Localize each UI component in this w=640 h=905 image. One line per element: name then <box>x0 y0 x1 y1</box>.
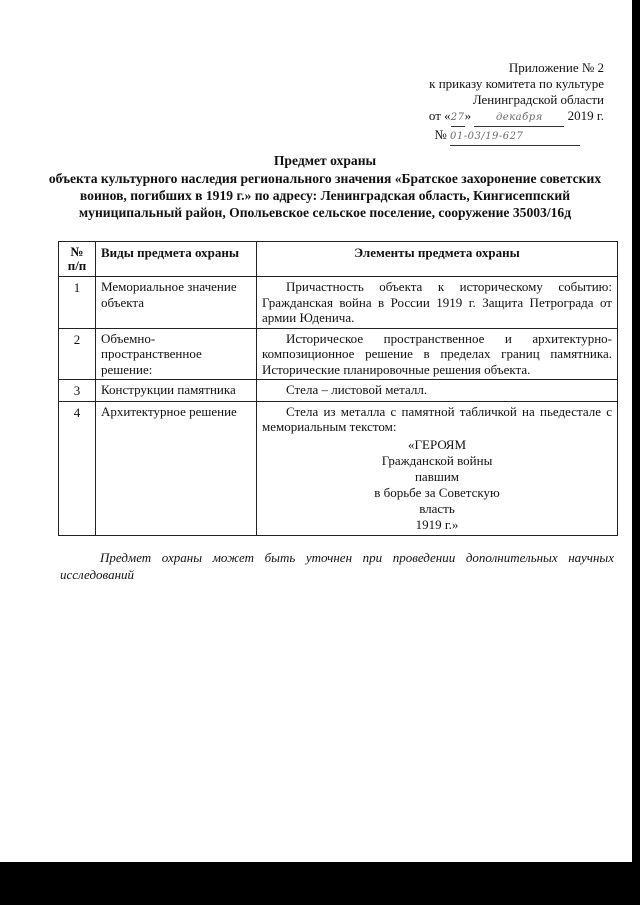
row-elements: Историческое пространственное и архитектурно-композиционное решение в пределах границ памятника. Исторические планировочные решения объекта. <box>257 328 618 380</box>
row-elements: Стела – листовой металл. <box>257 380 618 402</box>
appendix-order-line: к приказу комитета по культуре <box>429 76 604 91</box>
appendix-header <box>429 60 604 146</box>
row-number: 3 <box>59 380 96 402</box>
memorial-inscription <box>262 437 612 533</box>
row-elements: Причастность объекта к историческому событию: Гражданская война в России 1919 г. Защита Петрограда от армии Юденича. <box>257 277 618 329</box>
inscription-line: Гражданской войны <box>381 452 493 468</box>
heading-subtitle: объекта культурного наследия регионального значения «Братское захоронение советских воинов, погибших в 1919 г.» по адресу: Ленинградская область, Кингисеппский муниципальный район, Опольевское сельское поселение, сооружение 35003/16д <box>48 171 602 220</box>
row-number: 1 <box>59 277 96 329</box>
appendix-date: от «27» декабря 2019 г. <box>429 108 604 127</box>
appendix-title: Приложение № 2 <box>508 60 604 75</box>
row-number: 4 <box>59 401 96 535</box>
header-kind: Виды предмета охраны <box>96 242 257 277</box>
table-row <box>59 277 618 329</box>
heading-title: Предмет охраны <box>273 153 377 168</box>
date-month-handwritten: декабря <box>474 110 564 127</box>
row-kind: Конструкции памятника <box>96 380 257 402</box>
table-row <box>59 328 618 380</box>
order-number-handwritten: 01-03/19-627 <box>450 129 580 146</box>
inscription-line: в борьбе за Советскую <box>374 484 500 500</box>
appendix-number: № 01-03/19-627 <box>429 127 580 146</box>
date-day-handwritten: 27 <box>451 110 465 127</box>
appendix-committee-line: Ленинградской области <box>472 92 604 107</box>
table-header-row <box>59 242 618 277</box>
inscription-line: «ГЕРОЯМ <box>407 436 467 452</box>
row-number: 2 <box>59 328 96 380</box>
inscription-line: 1919 г.» <box>415 516 459 532</box>
inscription-line: павшим <box>414 468 460 484</box>
row-elements-text: Стела из металла с памятной табличкой на пьедестале с мемориальным текстом: <box>262 403 612 434</box>
document-heading <box>40 152 610 221</box>
scan-border <box>632 0 640 862</box>
table-row <box>59 380 618 402</box>
row-kind: Архитектурное решение <box>96 401 257 535</box>
protection-table <box>58 241 618 536</box>
table-row <box>59 401 618 535</box>
header-elements: Элементы предмета охраны <box>257 242 618 277</box>
row-kind: Мемориальное значение объекта <box>96 277 257 329</box>
footnote: Предмет охраны может быть уточнен при проведении дополнительных научных исследований <box>60 550 614 582</box>
header-number: № п/п <box>59 242 96 277</box>
row-elements <box>257 401 618 535</box>
inscription-line: власть <box>419 500 455 516</box>
row-kind: Объемно-пространственное решение: <box>96 328 257 380</box>
